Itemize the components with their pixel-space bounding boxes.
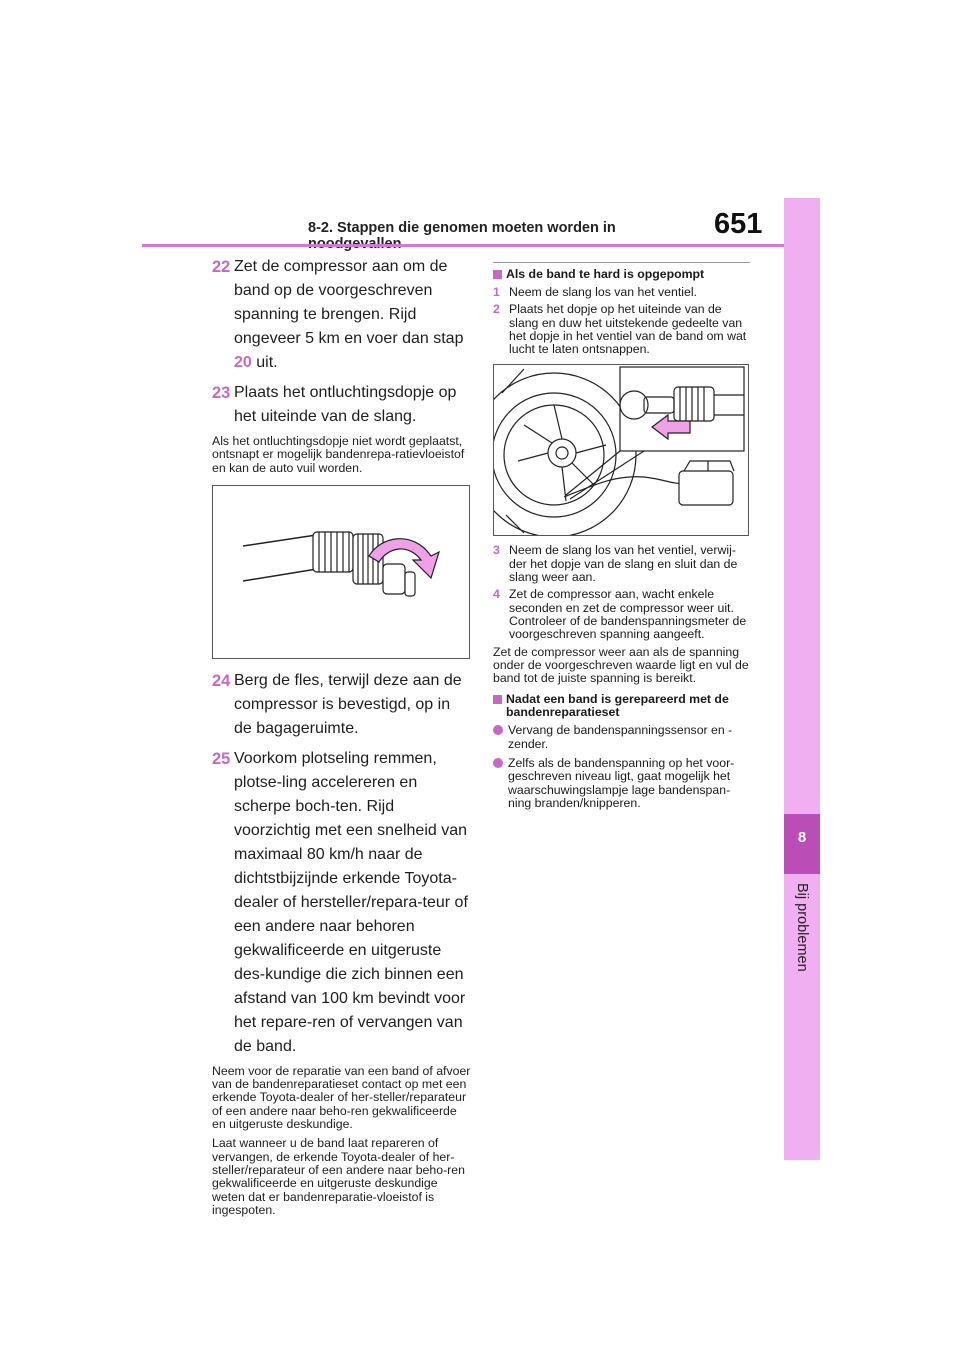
chapter-number: 8 bbox=[797, 829, 807, 846]
page-number: 651 bbox=[714, 208, 763, 240]
note-paragraph: Laat wanneer u de band laat repareren of vervangen, de erkende Toyota-dealer of her-steller/reparateur of een andere naar beho-ren gekwalificeerde en uitgeruste deskundige weten dat er bandenreparatie-vloeistof is ingespoten. bbox=[212, 1136, 465, 1217]
note-paragraph: Zet de compressor weer aan als de spanning onder de voorgeschreven waarde ligt en vul de band tot de juiste spanning is bereikt. bbox=[493, 644, 749, 686]
step-text: Neem de slang los van het ventiel. bbox=[509, 285, 697, 299]
step-text: Plaats het ontluchtingsdopje op het uiteinde van de slang. bbox=[234, 384, 457, 425]
step-reference: 20 bbox=[234, 354, 252, 371]
step-text: Zet de compressor aan, wacht enkele seconden en zet de compressor weer uit. Controleer of de bandenspanningsmeter de voorgeschreven spanning aangeeft. bbox=[509, 587, 747, 642]
section-heading-text: Als de band te hard is opgepompt bbox=[506, 267, 705, 281]
bullet-text: Zelfs als de bandenspanning op het voor-geschreven niveau ligt, gaat mogelijk het waarschuwingslampje lage bandenspan-ning branden/knipperen. bbox=[508, 756, 735, 810]
bullet-item bbox=[493, 724, 750, 751]
step-text: Plaats het dopje op het uiteinde van de slang en duw het uitstekende gedeelte van het dopje in het ventiel van de band om wat lucht te laten ontsnappen. bbox=[509, 302, 747, 357]
step-25 bbox=[212, 747, 472, 1059]
round-bullet-icon bbox=[493, 725, 503, 735]
section-heading-text: Nadat een band is gerepareerd met de bandenreparatieset bbox=[506, 692, 729, 720]
step-1 bbox=[493, 286, 750, 299]
left-column bbox=[212, 255, 472, 1225]
step-number: 1 bbox=[493, 285, 500, 299]
step-number: 3 bbox=[493, 543, 500, 558]
chapter-label: Bij problemen bbox=[794, 883, 810, 972]
step-text: Berg de fles, terwijl deze aan de compressor is bevestigd, op in de bagageruimte. bbox=[234, 671, 462, 737]
square-bullet-icon bbox=[493, 695, 502, 704]
step-text-part: uit. bbox=[251, 354, 278, 371]
hose-cap-illustration-svg bbox=[213, 486, 469, 658]
step-number: 22 bbox=[212, 258, 231, 276]
square-bullet-icon bbox=[493, 270, 502, 279]
step-23 bbox=[212, 381, 472, 429]
note-paragraph: Als het ontluchtingsdopje niet wordt geplaatst, ontsnapt er mogelijk bandenrepa-ratievloeistof en kan de auto vuil worden. bbox=[212, 434, 465, 475]
step-text-part: Zet de compressor aan om de band op de voorgeschreven spanning te brengen. Rijd ongeveer 5 km en voer dan stap bbox=[234, 258, 464, 347]
step-text bbox=[234, 255, 472, 375]
bullet-text: Vervang de bandenspanningssensor en -zender. bbox=[508, 723, 733, 751]
chapter-side-tab bbox=[784, 198, 820, 1160]
round-bullet-icon bbox=[493, 758, 503, 768]
section-heading bbox=[493, 693, 750, 719]
wheel-illustration-svg bbox=[494, 365, 748, 535]
step-number: 24 bbox=[212, 671, 231, 690]
note-paragraph: Neem voor de reparatie van een band of afvoer van de bandenreparatieset contact op met een erkende Toyota-dealer of her-steller/reparateur of een andere naar beho-ren gekwalificeerde en uitgeruste deskundige. bbox=[212, 1063, 471, 1132]
step-number: 4 bbox=[493, 587, 500, 602]
header-rule bbox=[142, 244, 790, 247]
section-heading bbox=[493, 268, 750, 281]
section-rule bbox=[493, 262, 750, 263]
step-4 bbox=[493, 588, 750, 641]
step-24 bbox=[212, 669, 472, 741]
bullet-item bbox=[493, 757, 750, 810]
step-22 bbox=[212, 255, 472, 375]
step-text: Voorkom plotseling remmen, plotse-ling accelereren en scherpe boch-ten. Rijd voorzichtig met een snelheid van maximaal 80 km/h naar de dichtstbijzijnde erkende Toyota-dealer of hersteller/repara-teur of een andere naar behoren gekwalificeerde en uitgeruste des-kundige die zich binnen een afstand van 100 km bevindt voor het repare-ren of vervangen van de band. bbox=[234, 749, 468, 1055]
step-text: Neem de slang los van het ventiel, verwij-der het dopje van de slang en sluit dan de slang weer aan. bbox=[509, 543, 738, 585]
wheel-valve-compressor-illustration bbox=[493, 364, 749, 536]
step-3 bbox=[493, 544, 750, 584]
step-number: 23 bbox=[212, 384, 231, 402]
step-2 bbox=[493, 303, 750, 356]
hose-cap-illustration bbox=[212, 485, 470, 659]
section-title: 8-2. Stappen die genomen moeten worden in bbox=[308, 220, 616, 236]
step-number: 25 bbox=[212, 749, 231, 768]
step-number: 2 bbox=[493, 302, 500, 317]
right-column bbox=[493, 262, 750, 816]
